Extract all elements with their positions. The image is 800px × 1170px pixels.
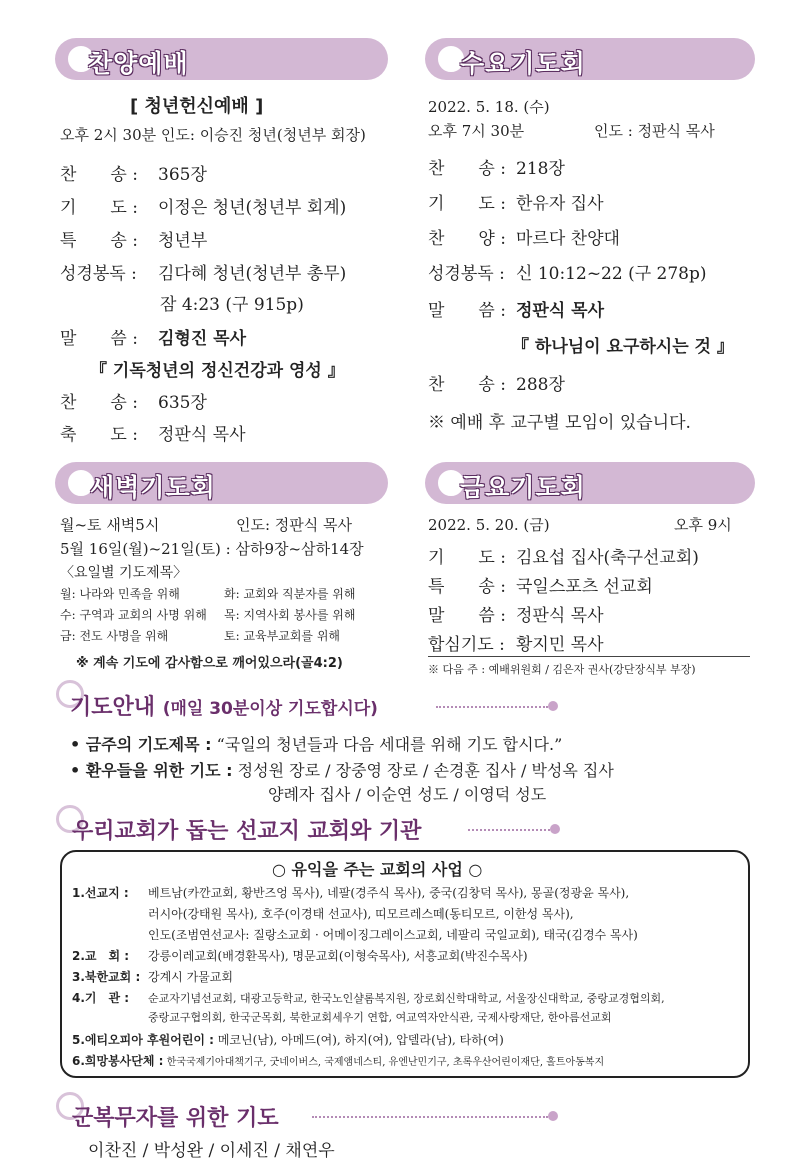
- wednesday-row: [428, 259, 707, 284]
- wednesday-row: [428, 189, 604, 214]
- prayer-item-value: “국일의 청년들과 다음 세대를 위해 기도 합시다.”: [216, 735, 563, 754]
- prayer-item-label: • 환우들을 위한 기도 :: [70, 761, 233, 780]
- row-value: 정판식 목사: [158, 425, 246, 445]
- row-value: 국일스포츠 선교회: [516, 577, 653, 597]
- missions-label: 2.교 회 :: [72, 949, 130, 963]
- missions-line: [72, 1031, 504, 1048]
- row-label: 성경봉독 :: [60, 264, 137, 284]
- wednesday-row: [428, 224, 620, 249]
- worship-row: [60, 259, 346, 284]
- worship-row: [60, 160, 207, 185]
- row-value: 황지민 목사: [516, 635, 604, 655]
- row-value: 신 10:12~22 (구 278p): [516, 264, 707, 284]
- prayer-item: [70, 732, 562, 755]
- missions-value: 메코닌(남), 아메드(여), 하지(여), 압델라(남), 타하(여): [217, 1033, 504, 1047]
- sermon-preacher: 정판식 목사: [516, 301, 605, 321]
- worship-row: [60, 193, 346, 218]
- topic-right: 화: 교회와 직분자를 위해: [224, 587, 356, 601]
- worship-row: [60, 420, 246, 445]
- row-label: 축 도 :: [60, 425, 138, 445]
- row-value: 한유자 집사: [516, 194, 604, 214]
- dot-end-decoration: [548, 1111, 558, 1121]
- missions-line: [72, 1052, 604, 1069]
- dawn-topic: [60, 627, 340, 644]
- dawn-verse: ※ 계속 기도에 감사함으로 깨어있으라(골4:2): [76, 656, 343, 671]
- worship-sermon: [60, 324, 246, 349]
- missions-label: 1.선교지 :: [72, 886, 129, 900]
- worship-subtitle: [ 청년헌신예배 ]: [130, 96, 264, 117]
- missions-value: 강릉이레교회(배경환목사), 명문교회(이형숙목사), 서흥교회(박진수목사): [148, 949, 528, 963]
- topic-right: 토: 교육부교회를 위해: [224, 629, 341, 643]
- wednesday-time: 오후 7시 30분: [428, 122, 525, 140]
- dotted-leader: [436, 706, 548, 708]
- prayer-item: [70, 758, 614, 781]
- worship-row: [60, 388, 207, 413]
- row-label: 기 도 :: [428, 194, 506, 214]
- row-label: 합심기도 :: [428, 635, 505, 655]
- dot-end-decoration: [548, 701, 558, 711]
- topic-left: 수: 구역과 교회의 사명 위해: [60, 608, 207, 622]
- prayer-item-continued: 양례자 집사 / 이순연 성도 / 이영덕 성도: [268, 785, 547, 804]
- dawn-leader: 인도: 정판식 목사: [236, 516, 353, 534]
- row-label: 특 송 :: [60, 231, 138, 251]
- row-value: 청년부: [158, 231, 208, 251]
- friday-row: [428, 543, 699, 568]
- friday-row: [428, 630, 604, 655]
- dawn-title: 새벽기도회: [90, 473, 216, 502]
- topic-left: 월: 나라와 민족을 위해: [60, 587, 180, 601]
- missions-line: [72, 968, 233, 985]
- sermon-preacher: 김형진 목사: [158, 329, 247, 349]
- missions-title: 우리교회가 돕는 선교지 교회와 기관: [72, 819, 422, 844]
- friday-date: 2022. 5. 20. (금): [428, 516, 550, 534]
- worship-title: 찬양예배: [88, 49, 189, 78]
- row-value: 218장: [516, 159, 565, 179]
- row-value: 정판식 목사: [516, 606, 604, 626]
- wednesday-note: ※ 예배 후 교구별 모임이 있습니다.: [428, 413, 691, 433]
- worship-row: [60, 226, 207, 251]
- wednesday-leader: 인도 : 정판식 목사: [594, 122, 715, 140]
- row-label: 찬 송 :: [428, 375, 506, 395]
- missions-label: 3.북한교회 :: [72, 970, 141, 984]
- row-value: 365장: [158, 165, 207, 185]
- friday-next: ※ 다음 주 : 예배위원회 / 김은자 권사(강단장식부 부장): [428, 663, 696, 676]
- missions-value: 중랑교구협의회, 한국군목회, 북한교회세우기 연합, 여교역자안식관, 국제사랑재단, 한아름선교회: [148, 1011, 612, 1024]
- missions-value: 인도(조범연선교사: 질랑소교회 · 어메이징그레이스교회, 네팔리 국일교회), 태국(김경수 목사): [148, 928, 638, 942]
- row-value: 김다혜 청년(청년부 총무): [158, 264, 347, 284]
- missions-value: 강계시 가물교회: [148, 970, 233, 984]
- row-label: 찬 송 :: [60, 393, 138, 413]
- missions-line: [72, 947, 528, 964]
- dawn-topics-title: 〈요일별 기도제목〉: [60, 565, 188, 581]
- row-value: 이정은 청년(청년부 회계): [158, 198, 347, 218]
- prayer-guide-title: [70, 690, 378, 721]
- row-value: 김요섭 집사(축구선교회): [516, 548, 699, 568]
- row-label: 특 송 :: [428, 577, 506, 597]
- soldiers-title: 군복무자를 위한 기도: [72, 1106, 279, 1131]
- missions-line: [72, 905, 574, 922]
- row-value: 288장: [516, 375, 565, 395]
- wednesday-row: [428, 370, 565, 395]
- row-value: 635장: [158, 393, 207, 413]
- prayer-guide-subtitle: (매일 30분이상 기도합시다): [162, 699, 378, 719]
- worship-sermon-title: 『 기독청년의 정신건강과 영성 』: [90, 361, 345, 381]
- row-label: 찬 양 :: [428, 229, 506, 249]
- missions-label: 6.희망봉사단체 :: [72, 1054, 164, 1068]
- worship-scripture: 잠 4:23 (구 915p): [160, 295, 304, 315]
- row-label: 성경봉독 :: [428, 264, 505, 284]
- wednesday-row: [428, 154, 565, 179]
- missions-value: 베트남(카깐교회, 황반즈엉 목사), 네팔(경주식 목사), 중국(김창덕 목사), 몽골(정광윤 목사),: [148, 886, 630, 900]
- sermon-label: 말 씀 :: [428, 301, 506, 321]
- worship-time-leader: 오후 2시 30분 인도: 이승진 청년(청년부 회장): [60, 126, 366, 144]
- friday-row: [428, 572, 653, 597]
- dotted-leader: [312, 1116, 548, 1118]
- soldiers-names: 이찬진 / 박성완 / 이세진 / 채연우: [88, 1141, 335, 1161]
- divider: [428, 656, 750, 657]
- prayer-guide-heading: 기도안내: [70, 695, 156, 720]
- wednesday-sermon: [428, 296, 604, 321]
- missions-value: 순교자기념선교회, 대광고등학교, 한국노인샬롬복지원, 장로회신학대학교, 서울장신대학교, 중랑교경협의회,: [148, 992, 665, 1005]
- topic-left: 금: 전도 사명을 위해: [60, 629, 169, 643]
- missions-line: [72, 926, 638, 943]
- prayer-item-label: • 금주의 기도제목 :: [70, 735, 212, 754]
- dawn-topic: [60, 585, 355, 602]
- missions-line: [72, 884, 629, 901]
- row-label: 기 도 :: [428, 548, 506, 568]
- wednesday-sermon-title: 『 하나님이 요구하시는 것 』: [512, 337, 734, 357]
- friday-time: 오후 9시: [674, 516, 732, 534]
- dawn-time: 월~토 새벽5시: [60, 516, 160, 534]
- friday-row: [428, 601, 604, 626]
- dawn-scripture: 5월 16일(월)~21일(토) : 삼하9장~삼하14장: [60, 540, 364, 558]
- friday-title: 금요기도회: [460, 473, 586, 502]
- row-label: 찬 송 :: [60, 165, 138, 185]
- missions-value: 한국국제기아대책기구, 굿네이버스, 국제앰네스티, 유엔난민기구, 초록우산어린이재단, 홀트아동복지: [166, 1057, 605, 1068]
- missions-label: 5.에티오피아 후원어린이 :: [72, 1033, 214, 1047]
- missions-line: [72, 1009, 612, 1025]
- wednesday-date: 2022. 5. 18. (수): [428, 98, 550, 116]
- dotted-leader: [468, 829, 550, 831]
- wednesday-title: 수요기도회: [460, 49, 586, 78]
- row-value: 마르다 찬양대: [516, 229, 620, 249]
- row-label: 찬 송 :: [428, 159, 506, 179]
- dot-end-decoration: [550, 824, 560, 834]
- sermon-label: 말 씀 :: [60, 329, 138, 349]
- row-label: 기 도 :: [60, 198, 138, 218]
- row-label: 말 씀 :: [428, 606, 506, 626]
- prayer-item-value: 정성원 장로 / 장중영 장로 / 손경훈 집사 / 박성옥 집사: [237, 761, 614, 780]
- topic-right: 목: 지역사회 봉사를 위해: [224, 608, 356, 622]
- missions-value: 러시아(강태원 목사), 호주(이경태 선교사), 띠모르레스떼(동티모르, 이한성 목사),: [148, 907, 574, 921]
- dawn-topic: [60, 606, 355, 623]
- missions-line: [72, 989, 665, 1006]
- missions-label: 4.기 관 :: [72, 991, 130, 1005]
- missions-box-title: ○ 유익을 주는 교회의 사업 ○: [272, 860, 483, 879]
